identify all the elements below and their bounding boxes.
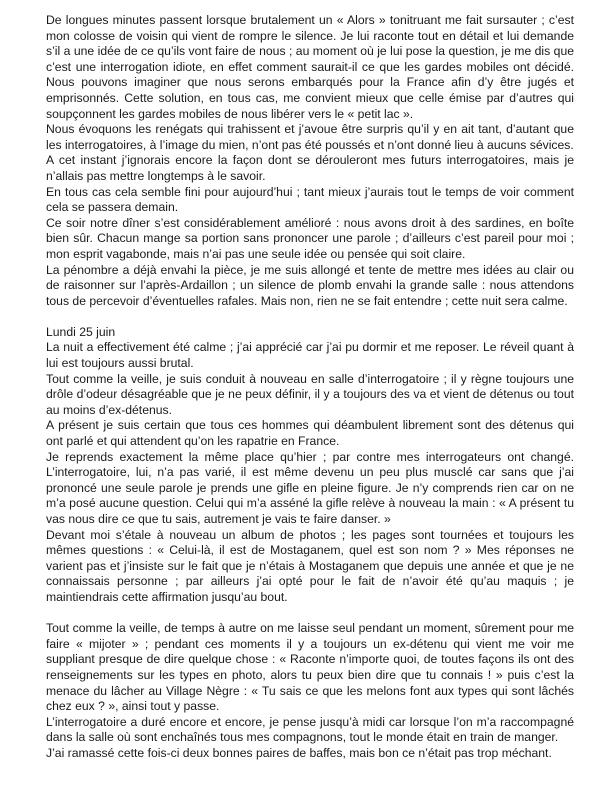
paragraph: De longues minutes passent lorsque brutalement un « Alors » tonitruant me fait sursauter ; c’est mon colosse de voisin qui vient de rompre le silence. Je lui raconte tout en détail et lui demande s’il a une idée de ce qu’ils vont faire de nous ; au moment où je lui pose la question, je me dis que c’est une interrogation idiote, en effet comment saurait-il ce que les gardes mobiles ont décidé. Nous pouvons imaginer que nous serons embarqués pour la France afin d’y être jugés et emprisonnés. Cette solution, en tous cas, me convient mieux que celle émise par d’autres qui soupçonnent les gardes mobiles de nous libérer vers le « petit lac ». (46, 13, 574, 121)
blank-line (46, 309, 574, 325)
paragraph: J’ai ramassé cette fois-ci deux bonnes paires de baffes, mais bon ce n’était pas trop méchant. (46, 745, 552, 760)
paragraph: Ce soir notre dîner s’est considérablement amélioré : nous avons droit à des sardines, en boîte bien sûr. Chacun mange sa portion sans prononcer une parole ; d’ailleurs c’est pareil pour moi ; mon esprit vagabonde, mais n’ai pas une seule idée ou pensée qui soit claire. (46, 215, 574, 261)
paragraph: A cet instant j’ignorais encore la façon dont se dérouleront mes futurs interrogatoires, mais je n’allais pas mettre longtemps à le savoir. (46, 153, 574, 183)
paragraph: Tout comme la veille, je suis conduit à nouveau en salle d’interrogatoire ; il y règne toujours une drôle d’odeur désagréable que je ne peux définir, il y a toujours des va et vient de détenus ou tout au moins d’ex-détenus. (46, 371, 574, 417)
paragraph: La pénombre a déjà envahi la pièce, je me suis allongé et tente de mettre mes idées au clair ou de raisonner sur l’après-Ardaillon ; un silence de plomb envahi la grande salle : nous attendons tous de percevoir d’éventuelles rafales. Mais non, rien ne se fait entendre ; cette nuit sera calme. (46, 262, 574, 308)
blank-line (46, 606, 574, 622)
paragraph: Nous évoquons les renégats qui trahissent et j’avoue être surpris qu’il y en ait tant, d’autant que les interrogatoires, à l’image du mien, n’ont pas été poussés et n’ont donné lieu à aucuns sévices. (46, 122, 574, 152)
date-heading: Lundi 25 juin (46, 324, 116, 339)
paragraph: L’interrogatoire a duré encore et encore, je pense jusqu’à midi car lorsque l’on m’a raccompagné dans la salle où sont enchaînés tous mes compagnons, tout le monde était en train de manger. (46, 714, 574, 745)
paragraph: Je reprends exactement la même place qu’hier ; par contre mes interrogateurs ont changé. L’interrogatoire, lui, n’a pas varié, il est même devenu un peu plus musclé car sans que j’ai prononcé une seule parole je prends une gifle en pleine figure. Je n’y comprends rien car on ne m’a posé aucune question. Celui qui m’a asséné la gifle relève à nouveau la main : « A présent tu vas nous dire ce que tu sais, autrement je vais te faire danser. » (46, 449, 574, 526)
paragraph: La nuit a effectivement été calme ; j’ai apprécié car j’ai pu dormir et me reposer. Le réveil quant à lui est toujours aussi brutal. (46, 340, 574, 371)
paragraph: A présent je suis certain que tous ces hommes qui déambulent librement sont des détenus qui ont parlé et qui attendent qu’on les rapatrie en France. (46, 418, 574, 449)
paragraph: Tout comme la veille, de temps à autre on me laisse seul pendant un moment, sûrement pour me faire « mijoter » ; pendant ces moments il y a toujours un ex-détenu qui vient me voir me suppliant presque de dire quelque chose : « Raconte n’importe quoi, de toutes façons ils ont des renseignements sur les types en photo, alors tu peux bien dire que tu connais ! » puis c’est la menace du lâcher au Village Nègre : « Tu sais ce que les melons font aux types qui sont lâchés chez eux ? », ainsi tout y passe. (46, 621, 574, 714)
paragraph: Devant moi s’étale à nouveau un album de photos ; les pages sont tournées et toujours les mêmes questions : « Celui-là, il est de Mostaganem, quel est son nom ? » Mes réponses ne varient pas et j’insiste sur le fait que je n’étais à Mostaganem que depuis une année et que je ne connaissais personne ; par ailleurs j’ai opté pour le fait de n’avoir été qu’au maquis ; je maintiendrais cette affirmation jusqu’au bout. (46, 527, 574, 604)
paragraph: En tous cas cela semble fini pour aujourd’hui ; tant mieux j’aurais tout le temps de voir comment cela se passera demain. (46, 184, 574, 215)
document-page (46, 13, 574, 762)
